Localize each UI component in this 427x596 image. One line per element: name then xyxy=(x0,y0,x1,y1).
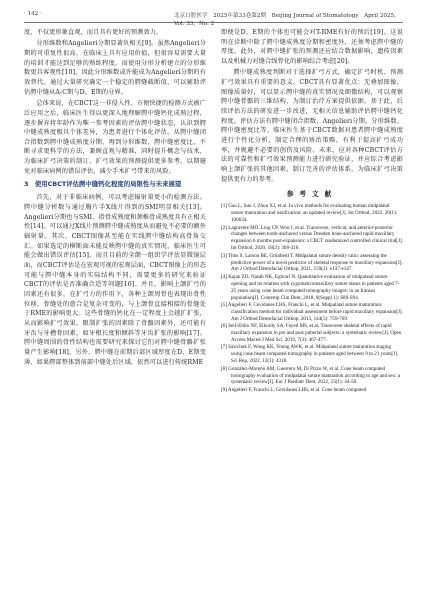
left-column xyxy=(24,28,206,369)
paragraph: 分形维数和Angelieri分期显著负相关[9]。虽然Angelieri分期的可重复性很高，在临床上具有应用价值，但很容易需要大量的培训才能达到足够的熟练程度。而使用分形分析建立的分形维数更具客观性[10]，因此分形维数或许能成为Angelieri分期的有效替代。通过大量研究确定一个稳定的腭缝截断值，可以辅助评估腭中缝从A-C期与D、E期的分界。 xyxy=(24,40,206,96)
paragraph: 度，不仅更形象直观，而且具有更好的预测效力。 xyxy=(24,29,163,36)
page-header xyxy=(24,8,403,27)
paragraph: 腭中缝成熟度判断对于选择扩弓方式，确定扩弓时机、预测扩弓效果具有重要的意义。CBCT具有显著优点：无叠加图像，图像质量好，可以显示腭中缝的真实情况及细微结构，可以观察腭中缝骨骼的三维结构，为制订治疗方案提供依据。基于此，后续评估方法的研发进一步改进，无相关信息辅助评估腭中缝钙化程度。评估方法有腭中缝闭合指数、Angelieri分期、分形维数、腭中缝密度比等。临床医生基于CBCT数据对患者腭中缝成熟度进行个性化分析，制定合理的矫治策略，有利于提高扩弓成功率，并规避不必要的创伤及风险。未来，应对各种CBCT评估方法的可靠性和扩弓效果预测能力进行研究验证，并应综合考虑影响上颌扩张的其他因素，制订完善的评估体系，为临床扩弓决策提供更有力的参考。 xyxy=(221,69,403,183)
reference-item: [8] González-Moreno AM, Guerrero M, Di Pizzo W, et al. Cone beam computed tomography evaluation of midpalatal suture maturation according to age and sex: a systematic review[J]. Eur J Paediatr Dent, 2022, 23(1): 44-50. xyxy=(221,365,401,386)
reference-item: [6] Seif-Eldin NF, Elkordy SA, Fayed MS, et al. Transverse skeletal effects of rapid maxillary expansion in pre and post pubertal subjects: a systematic review[J]. Open Access Maced J Med Sci, 2019, 7(3): 467-477. xyxy=(221,323,402,344)
journal-running-head: 北京口腔医学 2025年第33卷第2期 Beijing Journal of Stomatology April 2025，Vol. 33，No. 2 xyxy=(174,13,400,27)
right-column xyxy=(221,28,403,394)
reference-item: [9] Angelieri F, Franchi L, Cevidanes LHS, et al. Cone beam computed xyxy=(221,386,367,393)
reference-item: [5] Angelieri F, Cevidanes LHS, Franchi L, et al. Midpalatal suture maturation: classification method for individual assessment before rapid maxillary expansion[J]. Am J Orthod Dentofacial Orthop, 2013, 144(5): 759-769. xyxy=(221,301,403,322)
paragraph: 总体来说，在CBCT这一非侵入性、方便快捷的检测方式被广泛应用之后，临床医生得以更深入地理解腭中缝钙化成熟过程，逐步摒弃将年龄作为唯一参考因素的评估腭中缝状态，认识到腭中缝成熟度极具个体差异，为患者进行个体化评估。从腭中缝闭合指数到腭中缝成熟度分期、再到分形维数，腭中缝密度比，不断寻求更科学的方法，兼顾直观与精准，同时提升概念与技术，为临床扩弓决策的制订、扩弓效果的预测提供更多参考。以期避免对临床病例的错误评估，减少手术扩弓带来的风险。 xyxy=(24,100,206,175)
reference-item: [7] Sawchuk F, Wong KK, Young AWK, et al. Midpalatal suture maturation staging using cone beam computed tomography in patients aged between 9 to 21 years[J]. Sci Rep, 2022, 12(1): 4318. xyxy=(221,344,399,365)
paragraph: 即便是D、E期的个体也可能会对T-RME有好的预后[19]。这说明在诊断中除了腭中缝成熟度分期和密度外，还须考虑腭中缝的厚度。此外，对腭中缝扩张的预测还应结合数据影响，遗传因素以及机械力对缝合线骨化的影响综合考虑[20]。 xyxy=(221,29,403,65)
reference-item: [2] Lagravère MO, Ling CP, Woo J, et al. Transverse, vertical, and anterior-posterior changes between tooth-anchored versus Dresden bone-anchored rapid maxillary expansion 6 months post-expansion: a CBCT randomized controlled clinical trial[J]. Int Orthod, 2020, 18(2): 308-316. xyxy=(221,224,403,252)
section-heading: 3 使用CBCT评估腭中缝钙化程度的局限性与未来展望 xyxy=(24,180,182,189)
page-number: · 142 · xyxy=(24,11,42,17)
references-heading: 参考文献 xyxy=(286,190,338,199)
reference-item: [4] Kajan ZD, Nasab NK, Eghrari N. Quantitative evaluation of midpalatal suture opening and its relation with zygomaticomaxillary suture status in patients aged 7-25 years using cone beam computed tomography images: in an Iranian population[J]. Contemp Clin Dent, 2018, 9(Suppl 1): S89-S94. xyxy=(221,273,400,301)
paragraph: 首先，对于非临床病例，可以考虑辐射量更小的检测方法。腭中缝分析数与通过胸片手X线片得到的SMI明显相关[13]。Angelieri分期也与SMI、指骨成熟度和颈椎骨成熟度具有正相关性[14]。可以通过X线片预测腭中缝成熟度从而避免不必要的额外辐射量。其次，CBCT图像甚至能在实线腭中缝结构高骨角交汇。如果选定的横断面未能反映腭中缝的真实情况，临床医生可能会做出错误评估[15]。而且目前的全颌一组织学评估显微镜层面，而CBCT评估是在宏观可视的宏观层面，CBCT图像上的形态可能与腭中缝本身的实际结构不同，需要更多的研究来验证CBCT的评估是否准确合适等问题[16]。并且，影响上颌扩弓的因素还有很多，在扩弓力的作用下，各种上颌周骨也表现出骨性位移，骨缝处的愈合是复杂可变的，与上颌骨直接相接的骨缝处于RME的影响更大。这些骨缝的钙化在一定程度上会越扩扩张，从而影响扩弓效果。限制扩张的因素除了骨骼因素外，还可能有牙齿与牙槽骨因素，如牙根长度和倾斜等牙齿扩张的影响[17]。腭中缝周围的骨性结构也需要研究来探讨它们对腭中缝骨骼扩张量产生影响[18]，另外，腭中缝在前期后部区域厚度在D、E期变薄，如果腭部整体到前部中缝处后区域，依然可以进行传统RME xyxy=(24,194,206,366)
reference-item: [1] Gao L, Sun J, Zhou XJ, et al. In vivo methods for evaluating human midpalatal suture maturation and ossification: an updated review[J]. Int Orthod, 2022, 20(1): 100634. xyxy=(221,203,398,224)
reference-item: [3] Titus S, Larson BE, Grünheid T. Midpalatal suture density ratio: assessing the predictive power of a novel predictor of skeletal response to maxillary expansion[J]. Am J Orthod Dentofacial Orthop, 2021, 159(2): e137-e147. xyxy=(221,252,403,273)
